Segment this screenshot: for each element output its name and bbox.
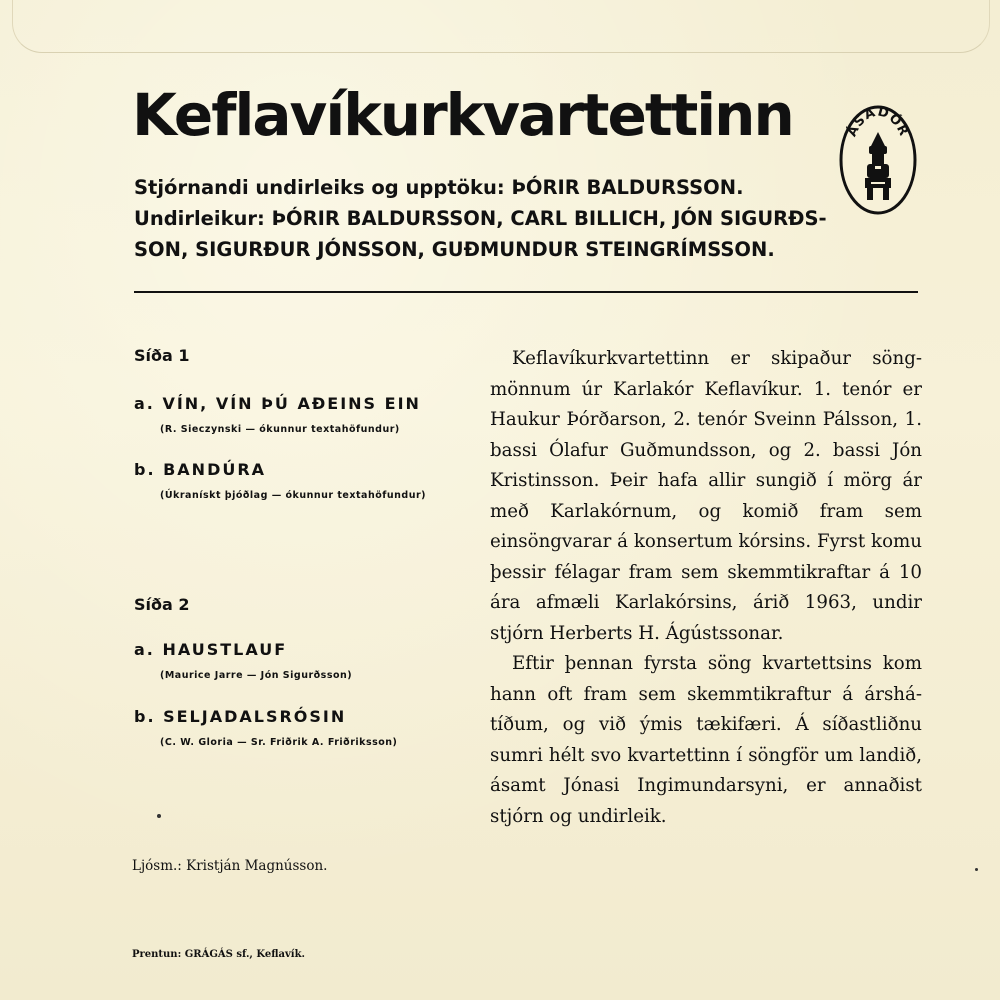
print-speck	[157, 814, 161, 818]
print-speck	[975, 868, 978, 871]
side-2-label: Síða 2	[134, 595, 190, 614]
logo-text: ÁSADÓR	[844, 104, 912, 140]
credits-block	[134, 172, 834, 265]
sleeve-flap	[12, 0, 990, 53]
notes-paragraph: Keflavíkurkvartettinn er skipaður söngmönnum úr Karlakór Keflavíkur. 1. tenór er Haukur Þórðarson, 2. tenór Sveinn Pálsson, 1. bassi Ólafur Guðmundsson, og 2. bassi Jón Kristinsson. Þeir hafa allir sungið í mörg ár með Karlakórnum, og komið fram sem einsöngvarar á konsertum kórsins. Fyrst komu þessir félagar fram sem skemmtikraftar á 10 ára afmæli Karlakórsins, árið 1963, undir stjórn Herberts H. Ágústssonar.	[490, 348, 922, 644]
track-credit: (Úkranískt þjóðlag — ókunnur textahöfundur)	[160, 490, 426, 501]
notes-paragraph: Eftir þennan fyrsta söng kvartettsins kom hann oft fram sem skemmtikraftur á árshátíðum, og við ýmis tækifæri. Á síðastliðnu sumri hélt svo kvartettinn í söngför um landið, ásamt Jónasi Ingimundarsyni, er annaðist stjórn og undirleik.	[490, 653, 922, 827]
credit-line: Stjórnandi undirleiks og upptöku: ÞÓRIR BALDURSSON.	[134, 176, 744, 199]
album-title: Keflavíkurkvartettinn	[132, 81, 793, 149]
track-credit: (R. Sieczynski — ókunnur textahöfundur)	[160, 424, 400, 435]
divider-rule	[134, 291, 918, 293]
photo-credit: Ljósm.: Kristján Magnússon.	[132, 858, 328, 874]
liner-notes	[490, 344, 922, 832]
track-credit: (C. W. Gloria — Sr. Friðrik A. Friðriksson)	[160, 737, 398, 748]
credit-line: Undirleikur: ÞÓRIR BALDURSSON, CARL BILLICH, JÓN SIGURÐS-	[134, 207, 827, 230]
credit-line: SON, SIGURÐUR JÓNSSON, GUÐMUNDUR STEINGRÍMSSON.	[134, 238, 775, 261]
label-logo	[838, 104, 918, 216]
track-title: b. SELJADALSRÓSIN	[134, 707, 347, 726]
printer-credit: Prentun: GRÁGÁS sf., Keflavík.	[132, 949, 305, 960]
track-title: b. BANDÚRA	[134, 460, 267, 479]
track-title: a. VÍN, VÍN ÞÚ AÐEINS EIN	[134, 394, 421, 413]
track-title: a. HAUSTLAUF	[134, 640, 288, 659]
side-1-label: Síða 1	[134, 346, 190, 365]
track-credit: (Maurice Jarre — Jón Sigurðsson)	[160, 670, 353, 681]
